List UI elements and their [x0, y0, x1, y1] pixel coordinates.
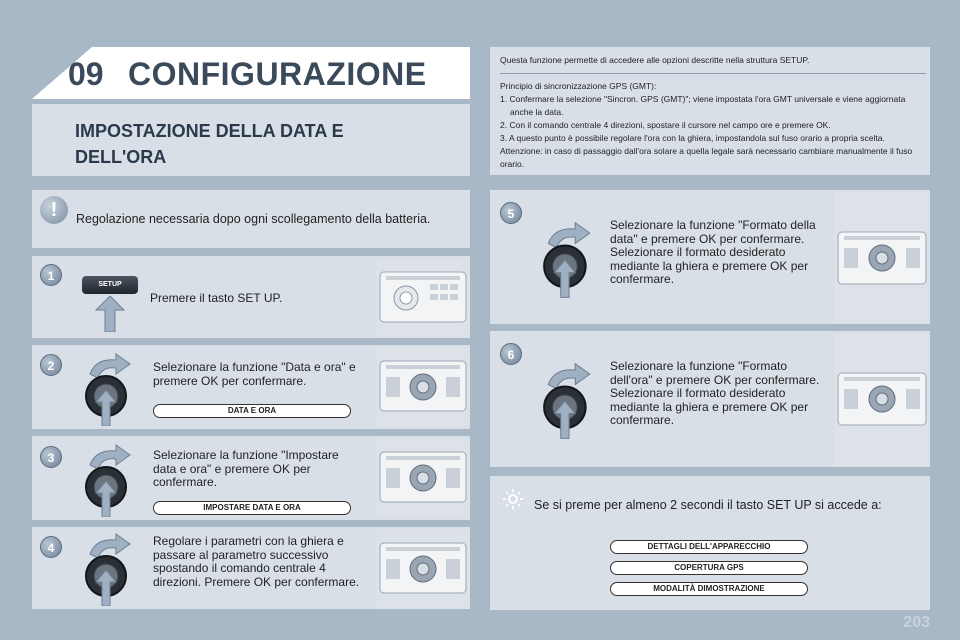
- radio-unit-image: [834, 192, 930, 324]
- exclamation-icon: !: [40, 196, 68, 224]
- warning-text: Regolazione necessaria dopo ogni scollegamento della batteria.: [76, 212, 431, 226]
- radio-unit-image: [376, 347, 470, 427]
- gps-step-1: 1. Confermare la selezione "Sincron. GPS (GMT)"; viene impostata l'ora GMT universale e viene aggiornata anche la data.: [500, 94, 906, 117]
- press-arrow-icon: [94, 296, 126, 332]
- rotary-knob-icon: [82, 441, 136, 517]
- step-2-badge: 2: [40, 354, 62, 376]
- step-3-text: Selezionare la funzione "Impostare data e ora" e premere OK per confermare.: [153, 448, 339, 489]
- tip-text: Se si preme per almeno 2 secondi il tasto SET UP si accede a:: [534, 498, 882, 512]
- step-4-badge: 4: [40, 536, 62, 558]
- rotary-knob-icon: [540, 216, 596, 300]
- gps-step-2: 2. Con il comando centrale 4 direzioni, spostare il cursore nel campo ore e premere OK.: [500, 120, 831, 130]
- menu-label-data-e-ora: DATA E ORA: [153, 404, 351, 418]
- intro-line: Questa funzione permette di accedere alle opzioni descritte nella struttura SETUP.: [500, 55, 810, 65]
- section-title: IMPOSTAZIONE DELLA DATA E DELL'ORA: [75, 121, 344, 167]
- sun-tip-icon: [502, 488, 524, 510]
- menu-label-impostare-data-e-ora: IMPOSTARE DATA E ORA: [153, 501, 351, 515]
- step-6-badge: 6: [500, 343, 522, 365]
- setup-key-icon: SETUP: [82, 276, 138, 294]
- step-2-text: Selezionare la funzione "Data e ora" e premere OK per confermare.: [153, 360, 356, 388]
- gps-title: Principio di sincronizzazione GPS (GMT):: [500, 81, 657, 91]
- step-5-text: Selezionare la funzione "Formato della data" e premere OK per confermare. Selezionare il formato desiderato mediante la ghiera e premere OK per confermare.: [610, 218, 816, 286]
- radio-unit-image: [376, 529, 470, 609]
- option-dettagli-apparecchio: DETTAGLI DELL'APPARECCHIO: [610, 540, 808, 554]
- chapter-title: CONFIGURAZIONE: [128, 56, 427, 92]
- option-modalita-dimostrazione: MODALITÀ DIMOSTRAZIONE: [610, 582, 808, 596]
- gps-step-3: 3. A questo punto è possibile regolare l'ora con la ghiera, impostandola sul fuso orario a propria scelta.: [500, 133, 885, 143]
- step-4-text: Regolare i parametri con la ghiera e passare al parametro successivo spostando il comando centrale 4 direzioni. Premere OK per confermare.: [153, 534, 360, 589]
- radio-unit-image: [376, 258, 470, 338]
- divider: [500, 73, 926, 74]
- intro-panel: [490, 47, 930, 175]
- option-copertura-gps: COPERTURA GPS: [610, 561, 808, 575]
- step-1-text: Premere il tasto SET UP.: [150, 291, 283, 305]
- step-5-badge: 5: [500, 202, 522, 224]
- rotary-knob-icon: [82, 530, 136, 606]
- intro-body: [500, 80, 930, 171]
- rotary-knob-icon: [540, 357, 596, 441]
- radio-unit-image: [376, 438, 470, 518]
- page-number: 203: [903, 614, 930, 631]
- step-6-text: Selezionare la funzione "Formato dell'ora" e premere OK per confermare. Selezionare il formato desiderato mediante la ghiera e premere OK per confermare.: [610, 359, 820, 427]
- rotary-knob-icon: [82, 350, 136, 426]
- chapter-number: 09: [68, 56, 104, 92]
- step-3-badge: 3: [40, 446, 62, 468]
- step-1-badge: 1: [40, 264, 62, 286]
- radio-unit-image: [834, 333, 930, 467]
- gps-note: Attenzione: in caso di passaggio dall'ora solare a quella legale sarà necessario cambiare manualmente il fuso orario.: [500, 146, 913, 169]
